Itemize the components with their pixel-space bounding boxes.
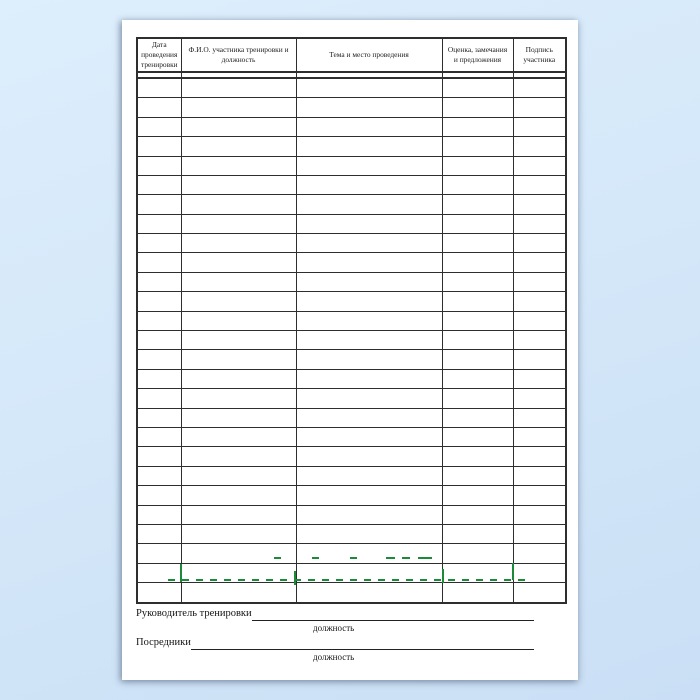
table-cell [513,466,566,485]
table-row [137,78,566,98]
table-cell [181,195,296,214]
signature-block [136,608,534,666]
table-row [137,505,566,524]
table-cell [296,524,442,543]
table-cell [513,195,566,214]
table-cell [442,175,513,194]
table-cell [513,544,566,563]
table-cell [296,369,442,388]
table-cell [137,234,181,253]
table-cell [442,214,513,233]
mediators-signature-line [191,637,534,650]
table-cell [296,447,442,466]
table-cell [296,253,442,272]
table-cell [181,137,296,156]
table-cell [296,331,442,350]
trainer-signature-line [252,608,534,621]
table-cell [296,156,442,175]
table-cell [137,427,181,446]
table-cell [181,214,296,233]
table-cell [296,486,442,505]
table-cell [181,427,296,446]
table-cell [442,486,513,505]
table-cell [513,175,566,194]
table-row [137,292,566,311]
table-cell [137,544,181,563]
col-header-training-date: Дата проведения тренировки [137,38,181,72]
table-row [137,195,566,214]
table-cell [513,408,566,427]
table-row [137,389,566,408]
table-row [137,98,566,117]
table-cell [442,466,513,485]
table-cell [442,234,513,253]
table-cell [442,563,513,582]
table-row [137,486,566,505]
table-row [137,583,566,603]
table-cell [181,563,296,582]
table-cell [513,447,566,466]
table-cell [181,156,296,175]
table-cell [442,369,513,388]
table-row [137,137,566,156]
table-body [137,78,566,603]
table-cell [137,272,181,291]
table-cell [181,369,296,388]
table-cell [442,447,513,466]
table-cell [442,583,513,603]
table-cell [296,408,442,427]
mediators-position-label: должность [313,651,355,662]
table-header-row [137,38,566,72]
table-cell [513,505,566,524]
table-row [137,234,566,253]
table-cell [137,486,181,505]
col-header-signature: Подпись участника [513,38,566,72]
table-row [137,427,566,446]
table-cell [181,408,296,427]
table-cell [296,78,442,98]
training-log-table [136,37,565,604]
table-row [137,408,566,427]
table-cell [181,234,296,253]
table-cell [181,447,296,466]
table-cell [181,78,296,98]
table-cell [181,117,296,136]
table-cell [513,486,566,505]
table-cell [513,98,566,117]
table-cell [296,389,442,408]
table-cell [442,389,513,408]
table-cell [137,505,181,524]
table-cell [442,311,513,330]
table-cell [442,427,513,446]
table-cell [181,486,296,505]
table-cell [513,331,566,350]
col-header-participant-name: Ф.И.О. участника тренировки и должность [181,38,296,72]
col-header-topic-place: Тема и место проведения [296,38,442,72]
table-cell [137,311,181,330]
table-cell [513,389,566,408]
table-cell [181,350,296,369]
table-cell [513,234,566,253]
table-cell [181,98,296,117]
table-row [137,331,566,350]
table-cell [181,253,296,272]
table-cell [137,583,181,603]
table-row [137,272,566,291]
table-cell [296,427,442,446]
table-cell [513,137,566,156]
table-cell [513,524,566,543]
table-cell [296,117,442,136]
table-cell [296,350,442,369]
table-cell [442,78,513,98]
table-cell [137,253,181,272]
table-cell [296,98,442,117]
table-row [137,175,566,194]
table-cell [296,137,442,156]
table-header [137,38,566,78]
table-cell [137,214,181,233]
table-cell [513,311,566,330]
table-cell [442,350,513,369]
table-cell [442,195,513,214]
table-row [137,544,566,563]
table-cell [442,544,513,563]
table-cell [513,292,566,311]
table-cell [137,466,181,485]
table-cell [137,524,181,543]
table-cell [513,583,566,603]
table-row [137,447,566,466]
table-cell [296,505,442,524]
table-row [137,524,566,543]
table-row [137,214,566,233]
table-cell [513,214,566,233]
table-cell [513,117,566,136]
mediators-label: Посредники [136,637,191,649]
table-row [137,369,566,388]
table-cell [296,214,442,233]
table-cell [137,350,181,369]
table-cell [513,369,566,388]
table-cell [137,195,181,214]
table-cell [181,311,296,330]
table-cell [137,292,181,311]
table-cell [181,389,296,408]
table-cell [296,175,442,194]
table-cell [442,408,513,427]
table-cell [296,272,442,291]
col-header-assessment: Оценка, замечания и предложения [442,38,513,72]
trainer-signature-row [136,608,534,621]
table-cell [513,156,566,175]
table-row [137,311,566,330]
table-cell [442,156,513,175]
table-cell [137,117,181,136]
table-cell [442,524,513,543]
table-cell [137,447,181,466]
table-cell [181,292,296,311]
table-cell [181,583,296,603]
table-cell [181,544,296,563]
training-log-grid [136,37,567,604]
table-cell [181,331,296,350]
table-cell [296,292,442,311]
table-cell [442,331,513,350]
trainer-position-label: должность [313,623,355,633]
mediators-signature-row [136,637,534,650]
table-row [137,466,566,485]
table-cell [181,466,296,485]
table-cell [296,466,442,485]
table-cell [137,175,181,194]
table-cell [181,524,296,543]
table-cell [296,311,442,330]
table-row [137,156,566,175]
table-cell [181,272,296,291]
table-cell [181,175,296,194]
table-cell [442,117,513,136]
table-cell [137,369,181,388]
table-cell [137,389,181,408]
table-cell [181,505,296,524]
document-page [122,20,578,680]
table-cell [296,544,442,563]
table-cell [137,137,181,156]
table-cell [442,292,513,311]
table-cell [442,98,513,117]
table-row [137,253,566,272]
table-cell [296,234,442,253]
table-cell [137,331,181,350]
table-cell [137,98,181,117]
trainer-label: Руководитель тренировки [136,608,252,620]
table-cell [296,583,442,603]
table-cell [296,195,442,214]
table-cell [513,272,566,291]
table-cell [513,350,566,369]
table-cell [137,78,181,98]
table-cell [137,408,181,427]
table-row [137,563,566,582]
table-row [137,350,566,369]
table-cell [137,563,181,582]
table-cell [442,272,513,291]
table-cell [513,563,566,582]
table-cell [513,427,566,446]
table-cell [137,156,181,175]
table-row [137,117,566,136]
table-cell [296,563,442,582]
table-cell [442,253,513,272]
table-cell [442,505,513,524]
table-cell [442,137,513,156]
table-cell [513,253,566,272]
table-cell [513,78,566,98]
